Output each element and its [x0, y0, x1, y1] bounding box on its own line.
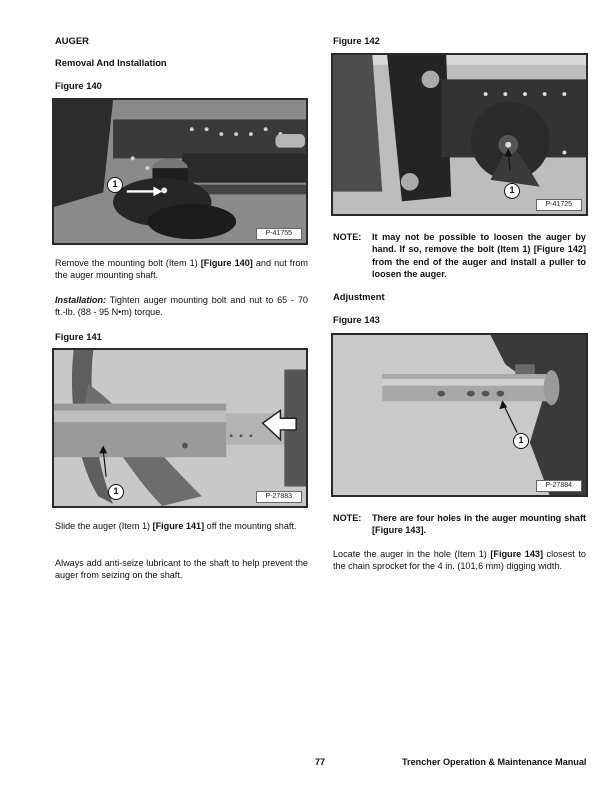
figure-142-photo-id: P-41725	[536, 199, 582, 211]
subsection-title-removal: Removal And Installation	[55, 57, 167, 68]
auger-chain-photo-illustration	[54, 100, 306, 243]
section-title: AUGER	[55, 35, 89, 46]
figure-143-reference: [Figure 143]	[490, 549, 543, 559]
figure-140-photo-id: P-41755	[256, 228, 302, 240]
figure-142-caption: Figure 142	[333, 35, 380, 46]
figure-142-callout: 1	[504, 183, 520, 199]
figure-143-photo-id: P-27884	[536, 480, 582, 492]
manual-title: Trencher Operation & Maintenance Manual	[402, 757, 587, 767]
paragraph-slide-auger: Slide the auger (Item 1) [Figure 141] off the mounting shaft.	[55, 521, 297, 531]
figure-140-reference: [Figure 140]	[200, 258, 253, 268]
note-four-holes	[333, 512, 586, 537]
mounting-shaft-holes-photo-illustration	[333, 335, 586, 495]
note-loosen-auger	[333, 231, 586, 281]
figure-140-caption: Figure 140	[55, 80, 102, 91]
paragraph-locate-auger: Locate the auger in the hole (Item 1) [Figure 143] closest to the chain sprocket for the 4 in. (101,6 mm) digging width.	[333, 549, 586, 572]
paragraph-installation: Installation: Tighten auger mounting bolt and nut to 65 - 70 ft.-lb. (88 - 95 N•m) torque.	[55, 295, 308, 318]
figure-141-photo-id: P-27883	[256, 491, 302, 503]
figure-141-reference: [Figure 141]	[152, 521, 205, 531]
paragraph-anti-seize: Always add anti-seize lubricant to the shaft to help prevent the auger from seizing on the shaft.	[55, 558, 308, 581]
note-label: NOTE:	[333, 232, 362, 242]
installation-label: Installation:	[55, 295, 107, 305]
figure-143-photo	[331, 333, 588, 497]
figure-141-callout: 1	[108, 484, 124, 500]
auger-shaft-photo-illustration	[54, 350, 306, 506]
auger-end-bolt-photo-illustration	[333, 55, 586, 214]
subsection-title-adjustment: Adjustment	[333, 291, 385, 302]
figure-140-callout: 1	[107, 177, 123, 193]
page-number: 77	[315, 757, 326, 767]
figure-143-callout: 1	[513, 433, 529, 449]
figure-140-photo	[52, 98, 308, 245]
figure-143-caption: Figure 143	[333, 314, 380, 325]
figure-141-photo	[52, 348, 308, 508]
paragraph-remove-bolt: Remove the mounting bolt (Item 1) [Figure 140] and nut from the auger mounting shaft.	[55, 258, 308, 281]
note-text: There are four holes in the auger mounting shaft [Figure 143].	[372, 513, 586, 536]
figure-141-caption: Figure 141	[55, 331, 102, 342]
note-label: NOTE:	[333, 513, 362, 523]
note-text: It may not be possible to loosen the auger by hand. If so, remove the bolt (Item 1) [Figure 142] from the end of the auger and install a puller to loosen the auger.	[372, 232, 586, 280]
figure-142-photo	[331, 53, 588, 216]
